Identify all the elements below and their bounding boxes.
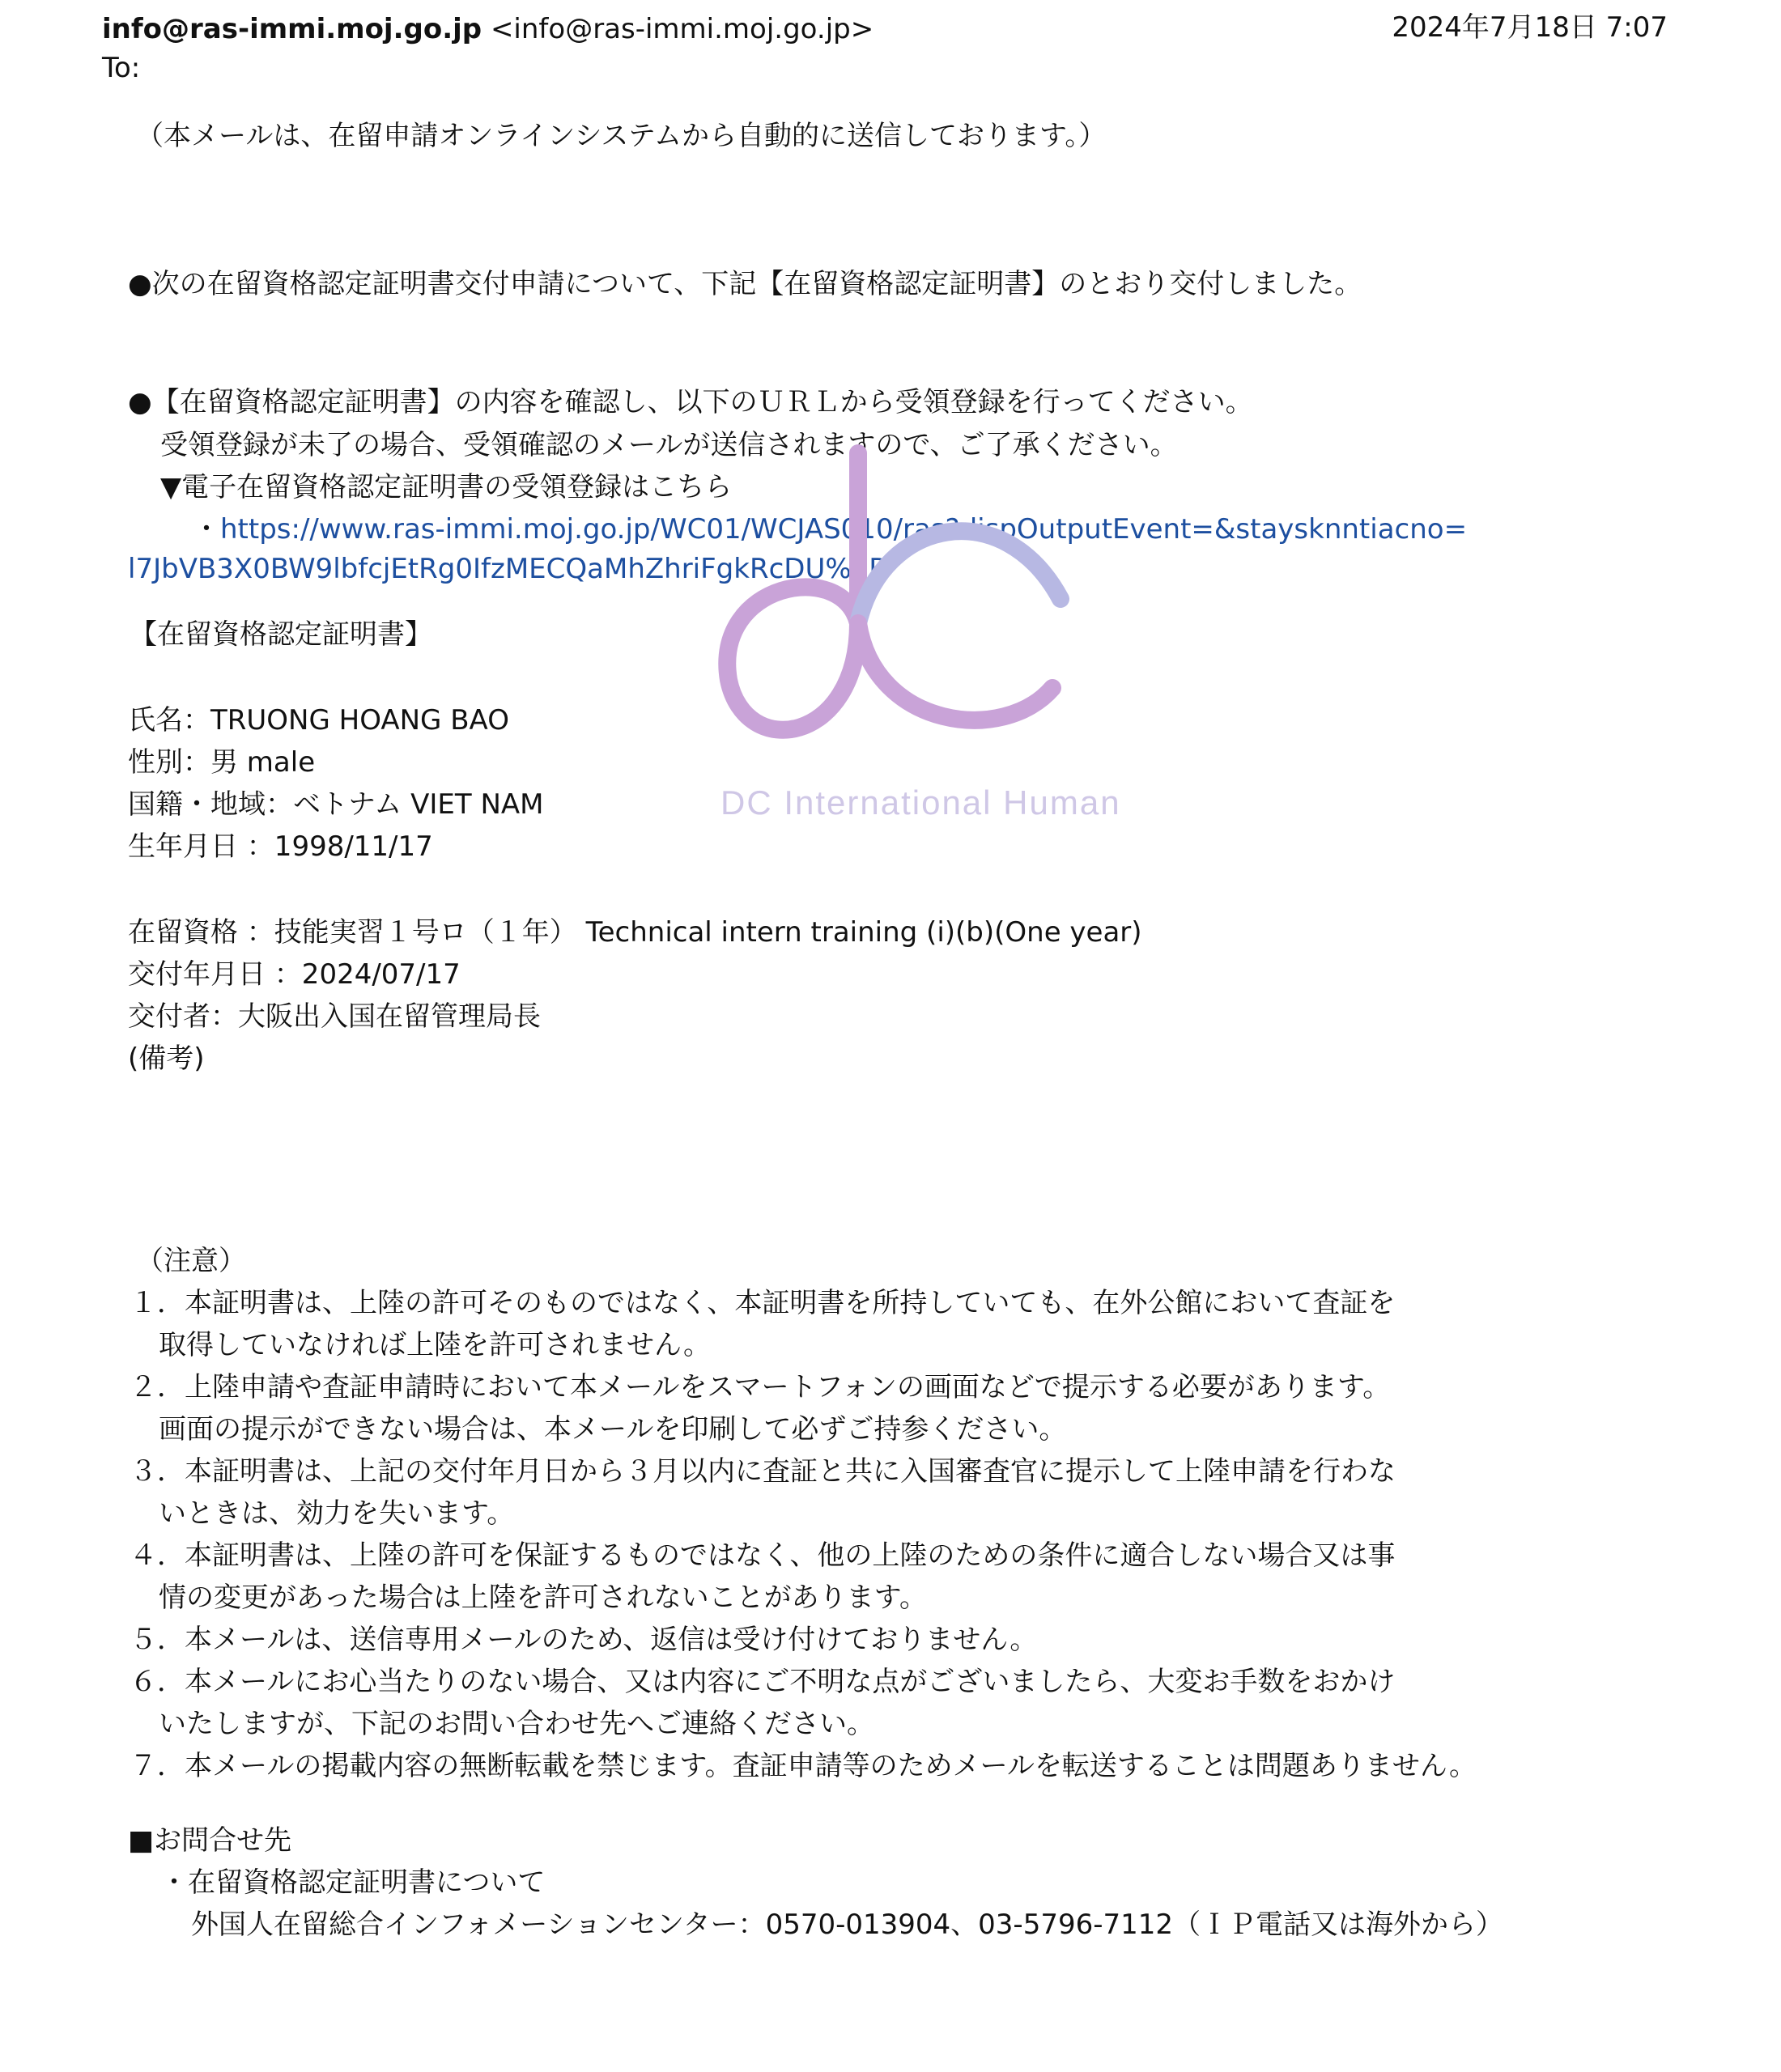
certificate-issue-date: 交付年月日 ：2024/07/17 bbox=[128, 958, 461, 991]
intro-text: （本メールは、在留申請オンラインシステムから自動的に送信しております。） bbox=[136, 120, 1107, 152]
confirm-notice: ●【在留資格認定証明書】の内容を確認し、以下のＵＲＬから受領登録を行ってください。 bbox=[128, 386, 1253, 418]
note-line: いたしますが、下記のお問い合わせ先へご連絡ください。 bbox=[159, 1708, 874, 1740]
contact-heading: ■お問合せ先 bbox=[128, 1824, 292, 1857]
note-line: ５．本メールは、送信専用メールのため、返信は受け付けておりません。 bbox=[130, 1624, 1038, 1656]
note-line: ６．本メールにお心当たりのない場合、又は内容にご不明な点がございましたら、大変お手数をおかけ bbox=[130, 1666, 1396, 1698]
certificate-status: 在留資格 ：技能実習１号ロ（１年） Technical intern training (i)(b)(One year) bbox=[128, 916, 1142, 949]
contact-detail: 外国人在留総合インフォメーションセンター：0570-013904、03-5796-7112（ＩＰ電話又は海外から） bbox=[191, 1909, 1504, 1941]
watermark-text: DC International Human bbox=[720, 783, 1121, 822]
note-line: 情の変更があった場合は上陸を許可されないことがあります。 bbox=[159, 1582, 927, 1614]
confirm-notice-sub: 受領登録が未了の場合、受領確認のメールが送信されますので、ご了承ください。 bbox=[160, 429, 1178, 461]
logo-d-shape bbox=[727, 453, 858, 730]
notes-heading: （注意） bbox=[136, 1245, 246, 1277]
certificate-birthdate: 生年月日 ：1998/11/17 bbox=[128, 830, 433, 863]
contact-item: ・在留資格認定証明書について bbox=[160, 1866, 546, 1899]
certificate-name: 氏名：TRUONG HOANG BAO bbox=[128, 704, 509, 737]
note-line: ４．本証明書は、上陸の許可を保証するものではなく、他の上陸のための条件に適合しない場合又は事 bbox=[130, 1539, 1396, 1572]
note-line: いときは、効力を失います。 bbox=[159, 1497, 515, 1530]
registration-link-line1 bbox=[193, 513, 1467, 546]
note-line: 取得していなければ上陸を許可されません。 bbox=[159, 1329, 712, 1361]
certificate-heading: 【在留資格認定証明書】 bbox=[130, 618, 432, 651]
note-line: ７．本メールの掲載内容の無断転載を禁じます。査証申請等のためメールを転送することは問題ありません。 bbox=[130, 1750, 1477, 1782]
link-prefix: ・ bbox=[193, 513, 220, 546]
registration-link[interactable]: https://www.ras-immi.moj.go.jp/WC01/WCJAS010/ras?dispOutputEvent=&staysknntiacno= bbox=[220, 513, 1468, 546]
registration-heading: ▼電子在留資格認定証明書の受領登録はこちら bbox=[160, 471, 733, 503]
note-line: ２．上陸申請や査証申請時において本メールをスマートフォンの画面などで提示する必要があります。 bbox=[130, 1371, 1391, 1403]
registration-link-cont[interactable]: l7JbVB3X0BW9lbfcjEtRg0IfzMECQaMhZhriFgkRcDU%3D bbox=[128, 553, 890, 585]
logo-c-shape-lower bbox=[858, 623, 1052, 720]
certificate-remarks: (備考) bbox=[128, 1042, 205, 1075]
note-line: ３．本証明書は、上記の交付年月日から３月以内に査証と共に入国審査官に提示して上陸申請を行わな bbox=[130, 1455, 1396, 1488]
certificate-nationality: 国籍・地域：ベトナム VIET NAM bbox=[128, 788, 544, 821]
note-line: １．本証明書は、上陸の許可そのものではなく、本証明書を所持していても、在外公館において査証を bbox=[130, 1287, 1396, 1319]
certificate-gender: 性別：男 male bbox=[128, 746, 316, 779]
email-header bbox=[102, 13, 873, 45]
issued-notice: ●次の在留資格認定証明書交付申請について、下記【在留資格認定証明書】のとおり交付しました。 bbox=[128, 268, 1362, 300]
to-label: To: bbox=[102, 52, 141, 84]
note-line: 画面の提示ができない場合は、本メールを印刷して必ずご持参ください。 bbox=[159, 1413, 1067, 1446]
watermark-logo bbox=[696, 437, 1150, 842]
email-date: 2024年7月18日 7:07 bbox=[1392, 11, 1668, 44]
sender-address: <info@ras-immi.moj.go.jp> bbox=[490, 13, 874, 45]
sender-email[interactable]: info@ras-immi.moj.go.jp bbox=[102, 13, 482, 45]
certificate-issuer: 交付者：大阪出入国在留管理局長 bbox=[128, 1000, 541, 1033]
